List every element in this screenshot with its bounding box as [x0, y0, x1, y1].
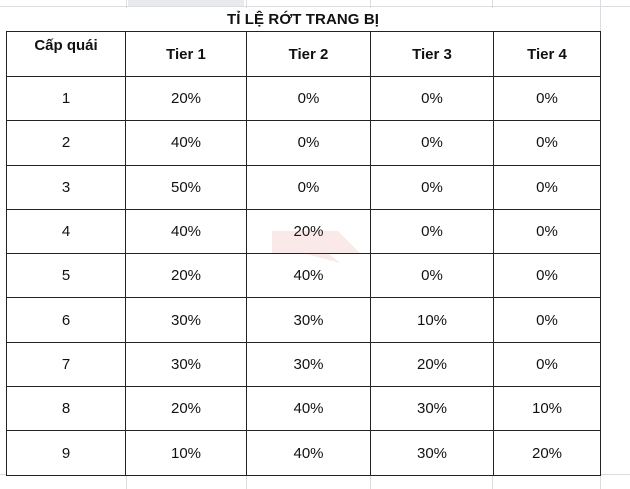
header-tier-1[interactable]: Tier 1 — [126, 32, 247, 77]
cell-level[interactable]: 6 — [7, 298, 126, 342]
table-row — [7, 342, 601, 386]
drop-rate-table — [6, 31, 601, 476]
selected-cell[interactable] — [128, 0, 244, 6]
cell-tier-3[interactable]: 30% — [371, 431, 494, 475]
cell-tier-4[interactable]: 20% — [494, 431, 601, 475]
cell-tier-1[interactable]: 20% — [126, 254, 247, 298]
table-row — [7, 77, 601, 121]
table-row — [7, 254, 601, 298]
cell-tier-2[interactable]: 40% — [247, 431, 371, 475]
cell-tier-1[interactable]: 20% — [126, 77, 247, 121]
table-row — [7, 165, 601, 209]
cell-level[interactable]: 3 — [7, 165, 126, 209]
cell-level[interactable]: 8 — [7, 387, 126, 431]
cell-tier-3[interactable]: 0% — [371, 209, 494, 253]
cell-tier-2[interactable]: 40% — [247, 387, 371, 431]
table-row — [7, 121, 601, 165]
table-row — [7, 431, 601, 475]
cell-tier-2[interactable]: 0% — [247, 121, 371, 165]
cell-tier-3[interactable]: 0% — [371, 77, 494, 121]
cell-tier-1[interactable]: 30% — [126, 298, 247, 342]
cell-tier-4[interactable]: 0% — [494, 298, 601, 342]
header-tier-2[interactable]: Tier 2 — [247, 32, 371, 77]
cell-tier-2[interactable]: 20% — [247, 209, 371, 253]
cell-tier-4[interactable]: 10% — [494, 387, 601, 431]
table-title: TỈ LỆ RỚT TRANG BỊ — [6, 8, 600, 32]
table-row — [7, 209, 601, 253]
cell-tier-3[interactable]: 0% — [371, 165, 494, 209]
cell-tier-3[interactable]: 0% — [371, 121, 494, 165]
cell-tier-2[interactable]: 0% — [247, 165, 371, 209]
cell-tier-1[interactable]: 40% — [126, 209, 247, 253]
cell-tier-4[interactable]: 0% — [494, 209, 601, 253]
table-row — [7, 298, 601, 342]
cell-level[interactable]: 1 — [7, 77, 126, 121]
header-tier-3[interactable]: Tier 3 — [371, 32, 494, 77]
cell-tier-2[interactable]: 40% — [247, 254, 371, 298]
cell-tier-2[interactable]: 30% — [247, 298, 371, 342]
cell-tier-4[interactable]: 0% — [494, 342, 601, 386]
header-row — [7, 32, 601, 77]
cell-tier-4[interactable]: 0% — [494, 254, 601, 298]
cell-tier-1[interactable]: 10% — [126, 431, 247, 475]
cell-tier-1[interactable]: 20% — [126, 387, 247, 431]
cell-level[interactable]: 4 — [7, 209, 126, 253]
cell-tier-1[interactable]: 40% — [126, 121, 247, 165]
cell-tier-3[interactable]: 30% — [371, 387, 494, 431]
cell-level[interactable]: 5 — [7, 254, 126, 298]
cell-tier-2[interactable]: 0% — [247, 77, 371, 121]
cell-tier-3[interactable]: 0% — [371, 254, 494, 298]
cell-tier-4[interactable]: 0% — [494, 165, 601, 209]
header-tier-4[interactable]: Tier 4 — [494, 32, 601, 77]
cell-tier-4[interactable]: 0% — [494, 77, 601, 121]
cell-tier-2[interactable]: 30% — [247, 342, 371, 386]
cell-level[interactable]: 9 — [7, 431, 126, 475]
cell-tier-1[interactable]: 30% — [126, 342, 247, 386]
cell-tier-1[interactable]: 50% — [126, 165, 247, 209]
cell-tier-3[interactable]: 10% — [371, 298, 494, 342]
header-monster-level[interactable]: Cấp quái — [7, 32, 126, 77]
cell-tier-3[interactable]: 20% — [371, 342, 494, 386]
cell-level[interactable]: 2 — [7, 121, 126, 165]
table-row — [7, 387, 601, 431]
cell-level[interactable]: 7 — [7, 342, 126, 386]
cell-tier-4[interactable]: 0% — [494, 121, 601, 165]
